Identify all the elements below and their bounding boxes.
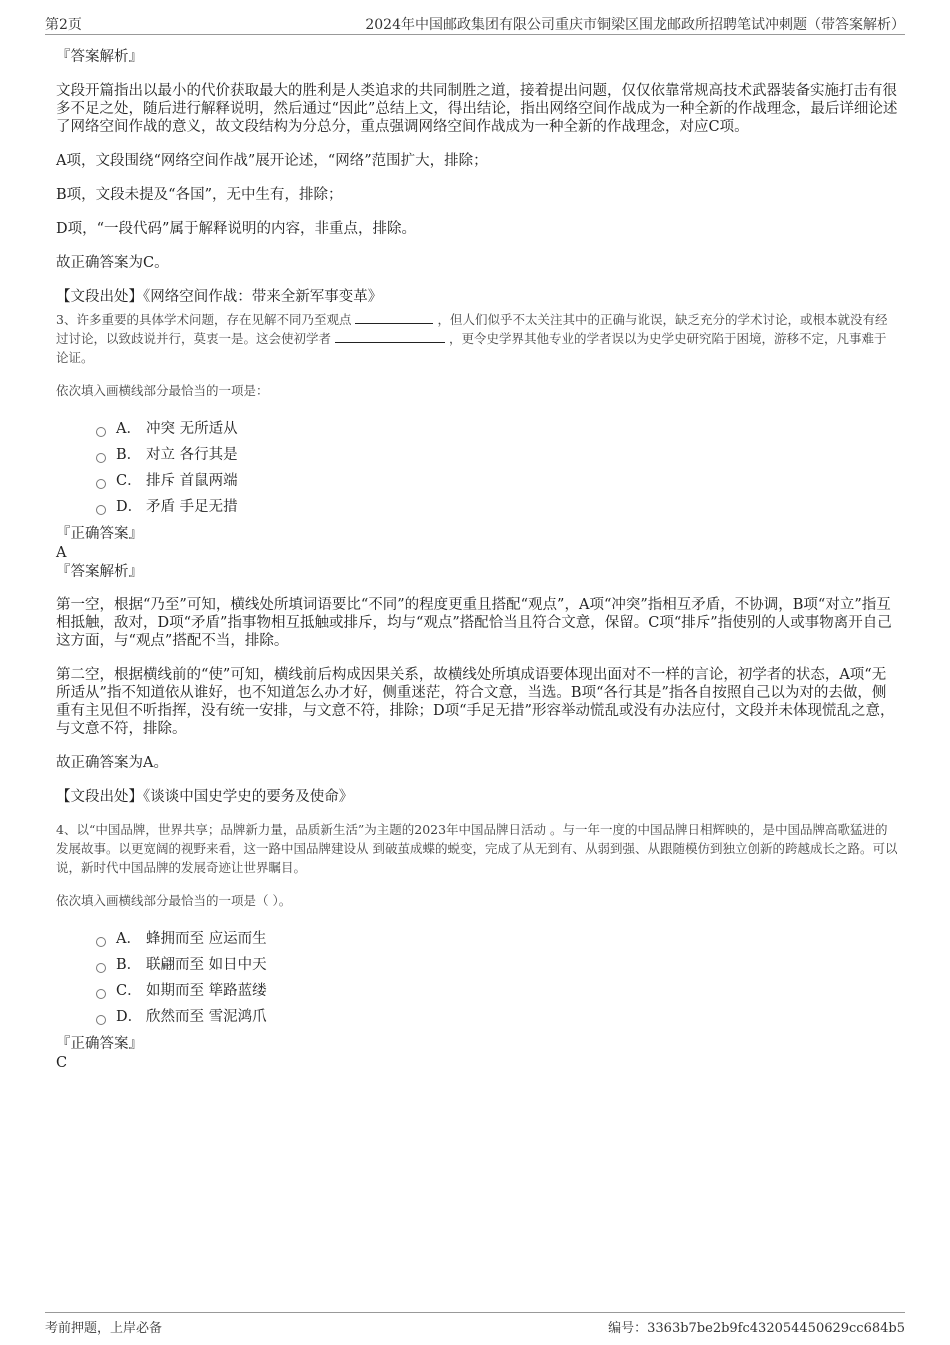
q2-analysis-p4: D项，“一段代码”属于解释说明的内容，非重点，排除。 — [56, 221, 416, 237]
q4-answer: C — [56, 1055, 68, 1071]
q3-analysis-p3: 故正确答案为A。 — [56, 755, 168, 771]
q4-option-b[interactable] — [96, 952, 898, 978]
option-text: 欣然而至 雪泥鸿爪 — [146, 1009, 267, 1025]
radio-icon[interactable] — [96, 1015, 106, 1025]
radio-icon[interactable] — [96, 937, 106, 947]
radio-icon[interactable] — [96, 479, 106, 489]
document-title: 2024年中国邮政集团有限公司重庆市铜梁区围龙邮政所招聘笔试冲刺题（带答案解析） — [365, 17, 905, 33]
option-letter: A． — [116, 931, 141, 947]
q4-option-d[interactable] — [96, 1004, 898, 1030]
main-content — [56, 45, 898, 1072]
q4-option-c[interactable] — [96, 978, 898, 1004]
q3-option-d[interactable] — [96, 494, 898, 520]
option-text: 如期而至 筚路蓝缕 — [146, 983, 267, 999]
q3-analysis-p2: 第二空，根据横线前的“使”可知，横线前后构成因果关系，故横线处所填成语要体现出面对不一样的言论，初学者的状态，A项“无所适从”指不知道依从谁好，也不知道怎么办才好，侧重迷茫，符合文意，当选。B项“各行其是”指各自按照自己以为对的去做，侧重有主见但不听指挥，没有统一安排，与文意不符，排除；D项“手足无措”形容举动慌乱或没有办法应付，文段并未体现慌乱之意，与文意不符，排除。 — [56, 667, 895, 737]
page-footer — [45, 1312, 905, 1335]
page-header — [45, 12, 905, 35]
option-letter: A． — [116, 421, 141, 437]
q3-option-b[interactable] — [96, 442, 898, 468]
footer-serial: 编号：3363b7be2b9fc432054450629cc684b5 — [608, 1321, 905, 1336]
radio-icon[interactable] — [96, 505, 106, 515]
radio-icon[interactable] — [96, 989, 106, 999]
q3-stem — [56, 310, 898, 367]
q2-analysis-p2: A项，文段围绕“网络空间作战”展开论述，“网络”范围扩大，排除； — [56, 153, 488, 169]
q2-analysis-p5: 故正确答案为C。 — [56, 255, 169, 271]
q3-answer-label: 『正确答案』 — [56, 526, 143, 542]
option-letter: C． — [116, 983, 142, 999]
q4-option-a[interactable] — [96, 926, 898, 952]
q4-prompt: 依次填入画横线部分最恰当的一项是（ ）。 — [56, 893, 292, 908]
option-text: 蜂拥而至 应运而生 — [146, 931, 267, 947]
q4-stem: 4、以“中国品牌，世界共享；品牌新力量，品质新生活”为主题的2023年中国品牌日活动 。与一年一度的中国品牌日相辉映的，是中国品牌高歌猛进的发展故事。以更宽阔的视野来看，这一路中国品牌建设从 到破茧成蝶的蜕变，完成了从无到有、从弱到强、从跟随模仿到独立创新的跨越成长之路。可以说，新时代中国品牌的发展奇迹让世界瞩目。 — [56, 822, 898, 875]
option-letter: D． — [116, 1009, 143, 1025]
option-letter: B． — [116, 447, 142, 463]
q3-answer: A — [56, 545, 67, 561]
q3-options — [96, 416, 898, 520]
option-letter: D． — [116, 499, 143, 515]
q2-analysis-p1: 文段开篇指出以最小的代价获取最大的胜利是人类追求的共同制胜之道，接着提出问题，仅仅依靠常规高技术武器装备实施打击有很多不足之处，随后进行解释说明，然后通过“因此”总结上文，得出结论，指出网络空间作战成为一种全新的作战理念，最后详细论述了网络空间作战的意义，故文段结构为分总分，重点强调网络空间作战成为一种全新的作战理念，对应C项。 — [56, 83, 898, 135]
q4-answer-label: 『正确答案』 — [56, 1036, 143, 1052]
option-text: 矛盾 手足无措 — [146, 499, 238, 515]
footer-slogan: 考前押题，上岸必备 — [45, 1321, 163, 1336]
q3-blank-1 — [355, 311, 433, 324]
q4-options — [96, 926, 898, 1030]
option-letter: C． — [116, 473, 142, 489]
q2-analysis-p3: B项，文段未提及“各国”，无中生有，排除； — [56, 187, 343, 203]
q3-option-a[interactable] — [96, 416, 898, 442]
q2-analysis-label: 『答案解析』 — [56, 49, 143, 65]
q3-option-c[interactable] — [96, 468, 898, 494]
option-text: 对立 各行其是 — [146, 447, 238, 463]
radio-icon[interactable] — [96, 453, 106, 463]
q3-stem-part-a: 3、许多重要的具体学术问题，存在见解不同乃至观点 — [56, 312, 352, 327]
radio-icon[interactable] — [96, 963, 106, 973]
page-number: 第2页 — [45, 17, 82, 33]
q3-source: 【文段出处】《谈谈中国史学史的要务及使命》 — [56, 789, 354, 805]
option-text: 排斥 首鼠两端 — [146, 473, 238, 489]
radio-icon[interactable] — [96, 427, 106, 437]
q3-stem-part-b: ，但人们似乎不太关注其中的正确与讹误，缺乏充分的学术讨论，或根本就没有经过讨论，以致歧说并行，莫衷一是。这会使初学者 — [56, 312, 888, 346]
q2-source: 【文段出处】《网络空间作战：带来全新军事变革》 — [56, 289, 383, 305]
option-text: 联翩而至 如日中天 — [146, 957, 267, 973]
q3-blank-2 — [335, 330, 445, 343]
q3-analysis-p1: 第一空，根据“乃至”可知，横线处所填词语要比“不同”的程度更重且搭配“观点”，A项“冲突”指相互矛盾，不协调，B项“对立”指互相抵触，敌对，D项“矛盾”指事物相互抵触或排斥，均与“观点”搭配恰当且符合文意，保留。C项“排斥”指使别的人或事物离开自己这方面，与“观点”搭配不当，排除。 — [56, 597, 892, 649]
option-text: 冲突 无所适从 — [146, 421, 238, 437]
option-letter: B． — [116, 957, 142, 973]
q3-prompt: 依次填入画横线部分最恰当的一项是： — [56, 383, 269, 398]
q3-analysis-label: 『答案解析』 — [56, 564, 143, 580]
q3-stem-part-c: ，更令史学界其他专业的学者误以为史学史研究陷于困境，游移不定，凡事难于论证。 — [56, 331, 887, 365]
